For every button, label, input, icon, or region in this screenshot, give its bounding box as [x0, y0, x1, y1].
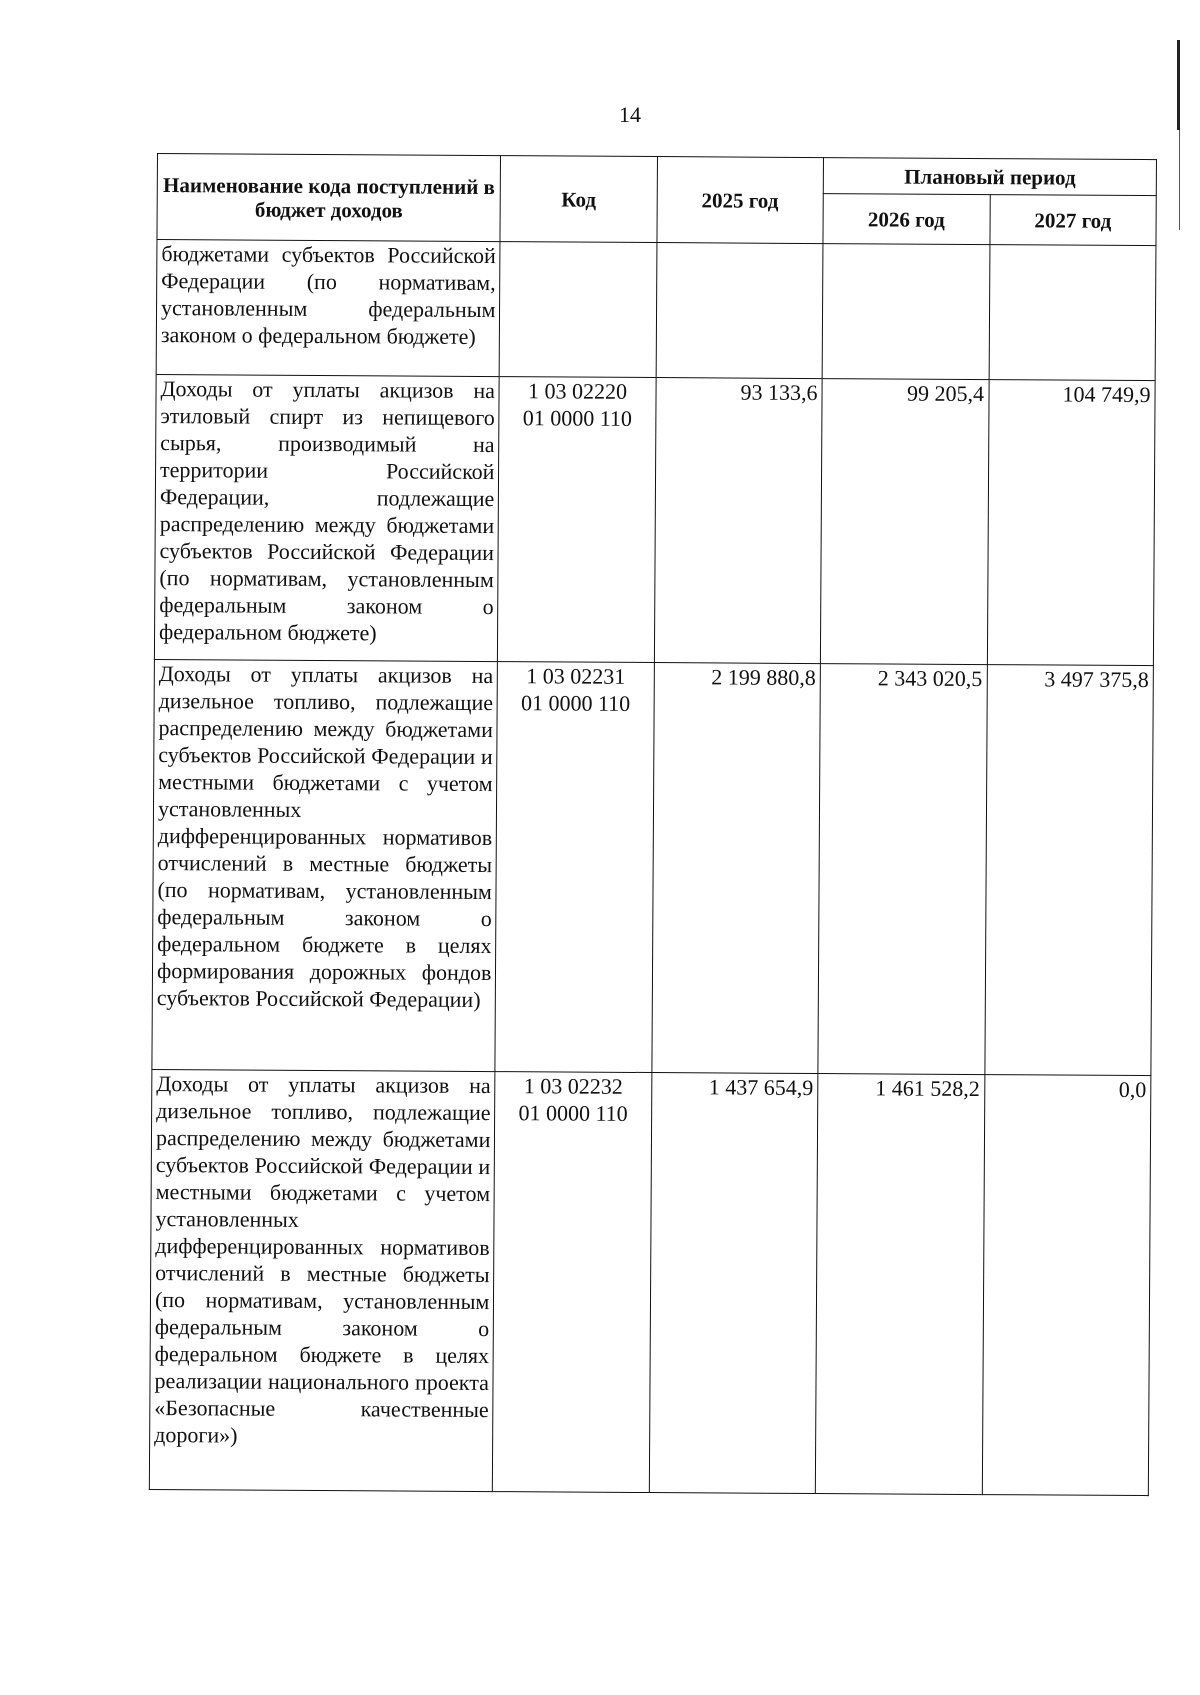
row-name: Доходы от уплаты акцизов на дизельное топливо, подлежащие распределению между бюджетами субъектов Российской Федерации и местными бюджетами с учетом установленных дифференцированных нормативов отчислений в местные бюджеты (по нормативам, установленным федеральным законом о федеральном бюджете в целях формирования дорожных фондов субъектов Российской Федерации)	[152, 659, 498, 1071]
page-number: 14	[619, 102, 641, 127]
budget-revenue-table	[149, 153, 1157, 1496]
table-row	[154, 374, 1155, 665]
row-code: 1 03 02232 01 0000 110	[493, 1072, 652, 1493]
row-value-2027: 0,0	[982, 1075, 1151, 1496]
scan-edge-mark	[1177, 40, 1180, 130]
header-name: Наименование кода поступлений в бюджет доходов	[157, 154, 501, 242]
row-code: 1 03 02220 01 0000 110	[498, 377, 656, 663]
row-value-2027: 104 749,9	[987, 380, 1155, 666]
header-code: Код	[500, 156, 657, 243]
row-value-2025: 1 437 654,9	[649, 1073, 818, 1494]
row-code	[500, 242, 657, 378]
scan-edge-mark	[1179, 130, 1180, 230]
row-value-2027	[989, 245, 1156, 381]
header-2025: 2025 год	[656, 157, 823, 244]
row-value-2027: 3 497 375,8	[984, 665, 1153, 1076]
header-2027: 2027 год	[989, 195, 1156, 246]
table-row	[149, 1069, 1151, 1495]
row-value-2026: 99 205,4	[820, 379, 988, 665]
row-code: 1 03 02231 01 0000 110	[495, 662, 654, 1073]
row-value-2025: 2 199 880,8	[651, 663, 820, 1074]
header-2026: 2026 год	[823, 194, 990, 245]
row-value-2025	[656, 243, 823, 379]
row-value-2025: 93 133,6	[654, 378, 822, 664]
row-value-2026: 2 343 020,5	[818, 664, 987, 1075]
row-name: Доходы от уплаты акцизов на дизельное топливо, подлежащие распределению между бюджетами субъектов Российской Федерации и местными бюджетами с учетом установленных дифференцированных нормативов отчислений в местные бюджеты (по нормативам, установленным федеральным законом о федеральном бюджете в целях реализации национального проекта «Безопасные качественные дороги»)	[149, 1069, 495, 1491]
table-row	[156, 240, 1156, 381]
row-name: бюджетами субъектов Российской Федерации (по нормативам, установленным федеральным законом о федеральном бюджете)	[156, 240, 500, 377]
header-planned-period: Плановый период	[823, 158, 1156, 196]
row-name: Доходы от уплаты акцизов на этиловый спирт из непищевого сырья, производимый на территории Российской Федерации, подлежащие распределению между бюджетами субъектов Российской Федерации (по нормативам, установленным федеральным законом о федеральном бюджете)	[154, 374, 499, 661]
row-value-2026	[822, 244, 989, 380]
row-value-2026: 1 461 528,2	[815, 1074, 984, 1495]
table-row	[152, 659, 1153, 1075]
